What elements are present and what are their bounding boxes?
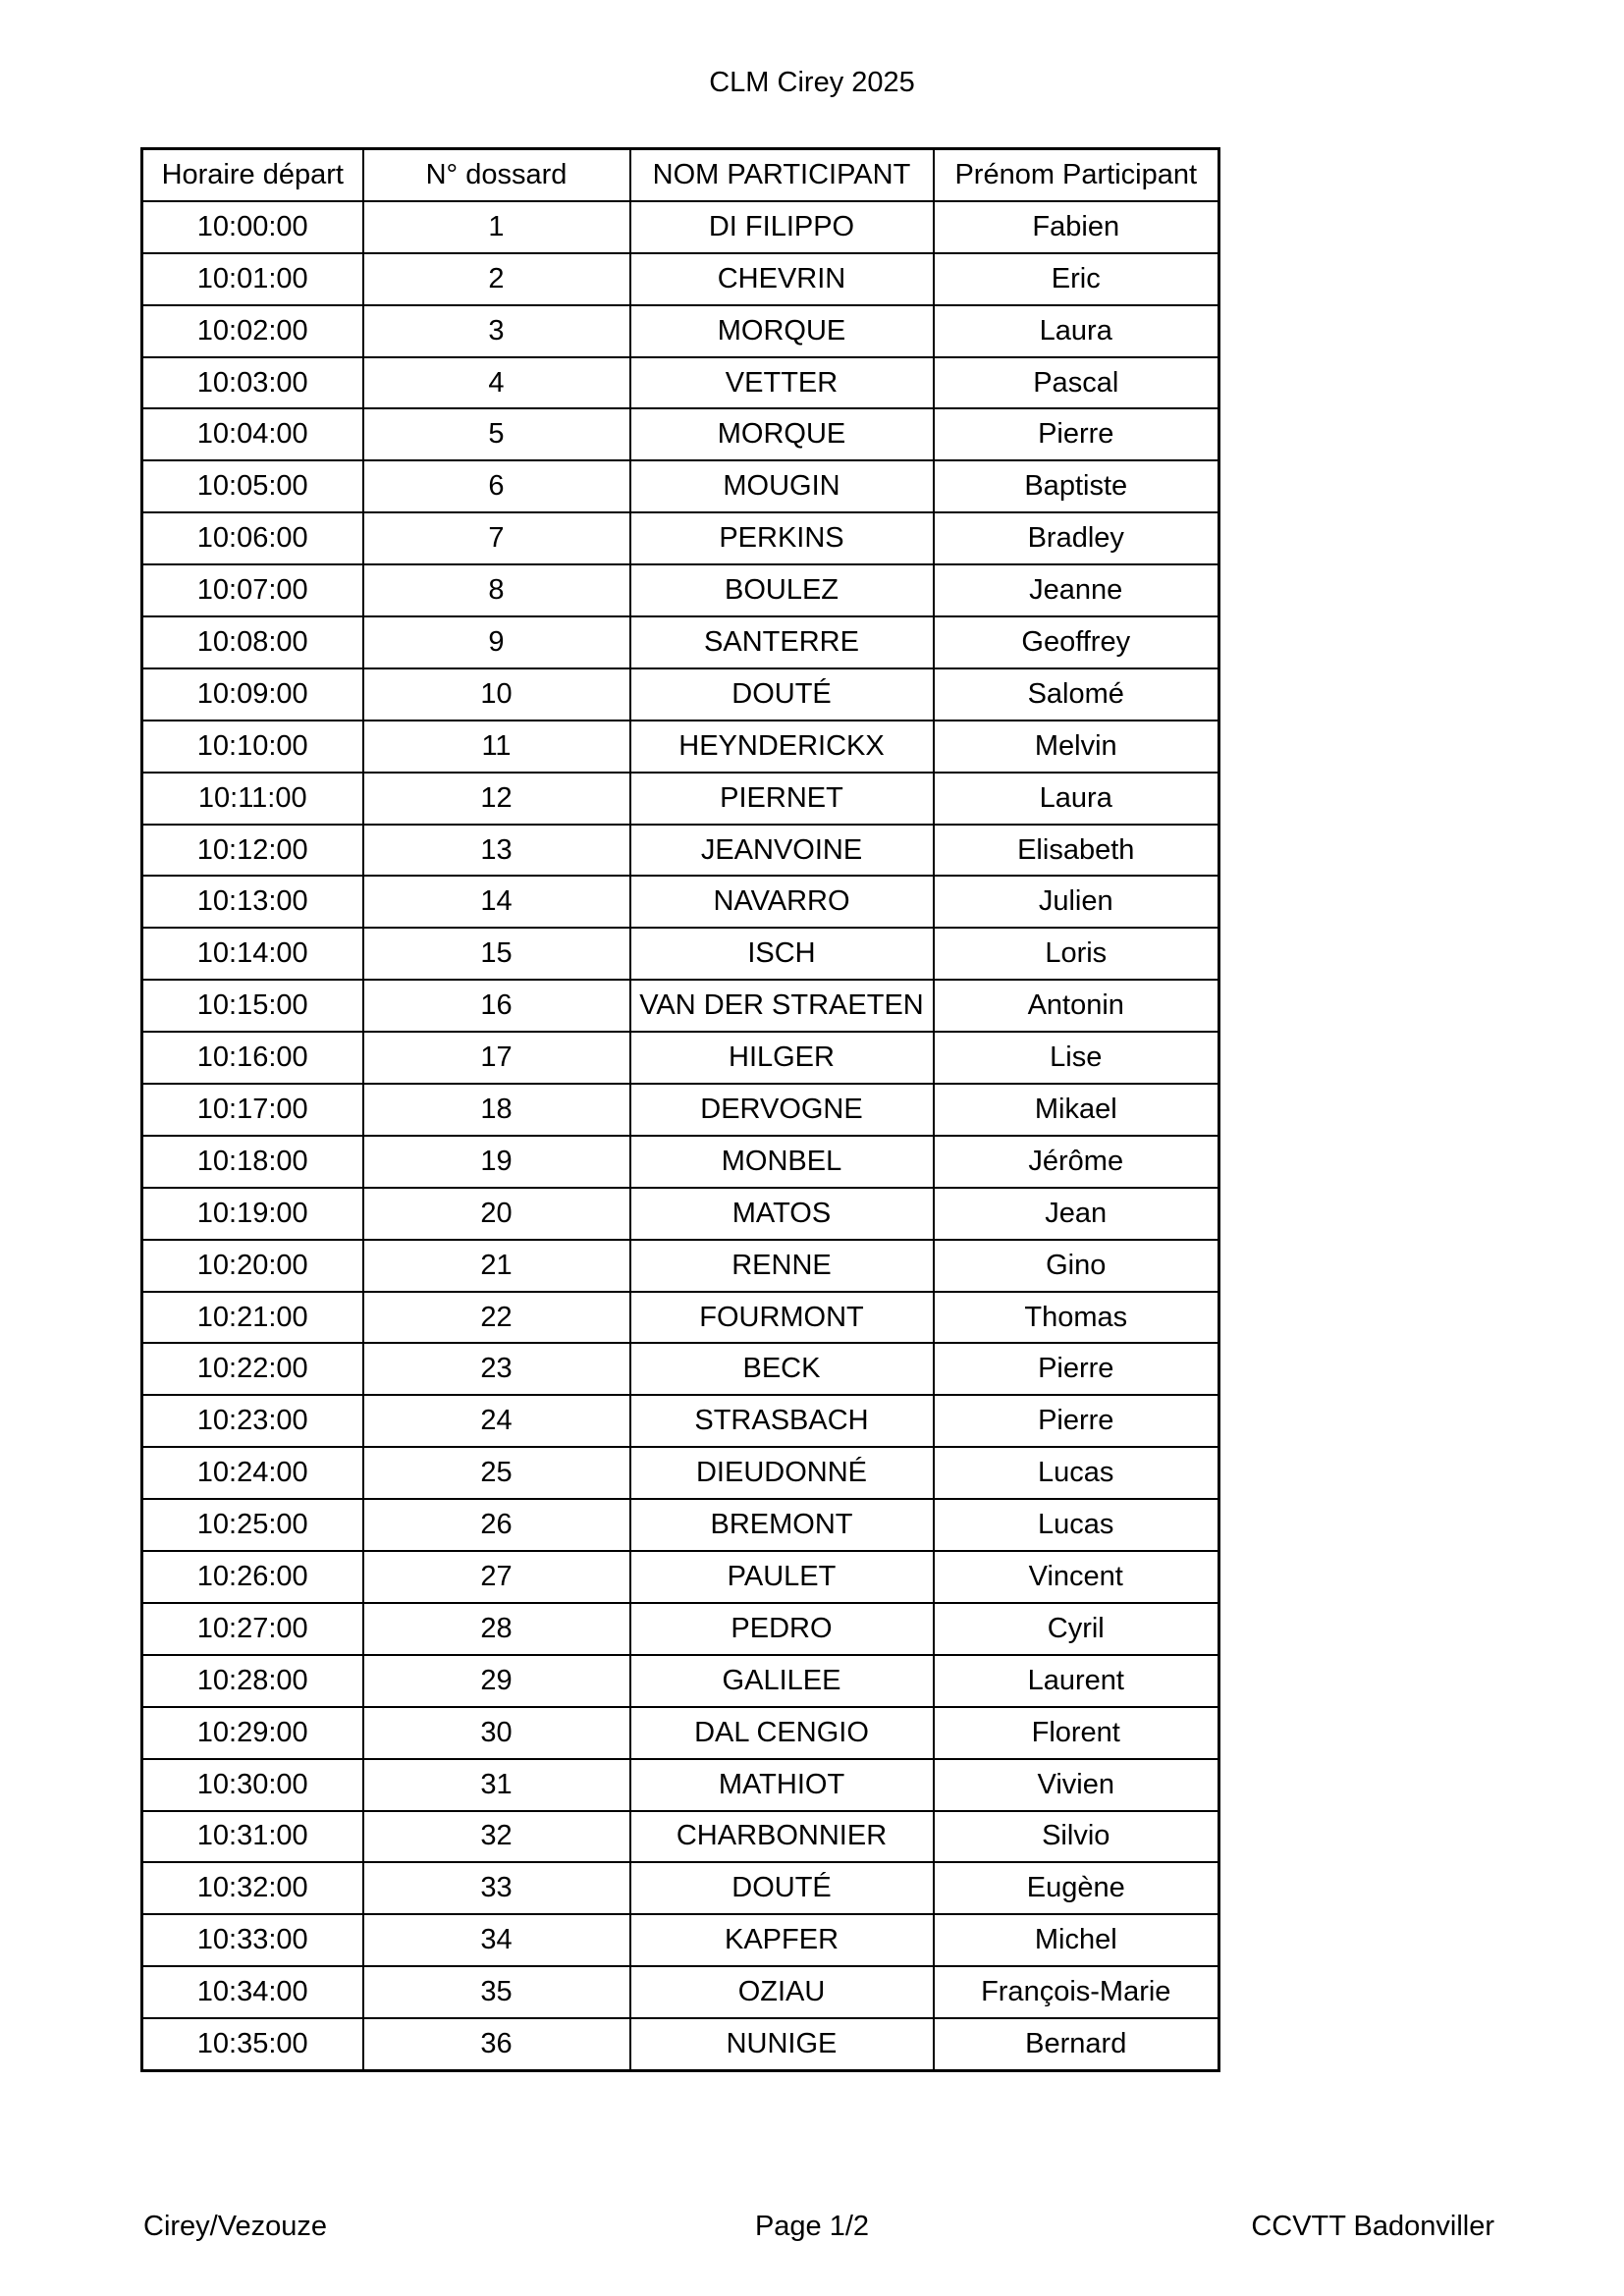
cell-start-time: 10:12:00 (142, 825, 363, 877)
table-row (142, 1343, 1219, 1395)
cell-start-time: 10:04:00 (142, 408, 363, 460)
table-row (142, 668, 1219, 721)
cell-bib-number: 7 (363, 512, 630, 564)
table-row (142, 721, 1219, 773)
cell-start-time: 10:14:00 (142, 928, 363, 980)
cell-participant-firstname: Jeanne (934, 564, 1219, 616)
cell-start-time: 10:15:00 (142, 980, 363, 1032)
table-row (142, 1447, 1219, 1499)
cell-participant-name: ISCH (630, 928, 934, 980)
cell-participant-firstname: Cyril (934, 1603, 1219, 1655)
cell-start-time: 10:19:00 (142, 1188, 363, 1240)
cell-bib-number: 14 (363, 876, 630, 928)
table-row (142, 460, 1219, 512)
cell-participant-firstname: Lucas (934, 1447, 1219, 1499)
table-row (142, 1032, 1219, 1084)
cell-participant-firstname: Baptiste (934, 460, 1219, 512)
cell-bib-number: 29 (363, 1655, 630, 1707)
cell-participant-firstname: Elisabeth (934, 825, 1219, 877)
cell-participant-firstname: Pascal (934, 357, 1219, 409)
cell-participant-name: GALILEE (630, 1655, 934, 1707)
cell-start-time: 10:21:00 (142, 1292, 363, 1344)
cell-start-time: 10:22:00 (142, 1343, 363, 1395)
cell-participant-firstname: Michel (934, 1914, 1219, 1966)
cell-participant-name: PAULET (630, 1551, 934, 1603)
table-row (142, 1499, 1219, 1551)
cell-participant-name: MOUGIN (630, 460, 934, 512)
cell-participant-name: OZIAU (630, 1966, 934, 2018)
cell-start-time: 10:35:00 (142, 2018, 363, 2070)
cell-participant-firstname: Salomé (934, 668, 1219, 721)
table-row (142, 1136, 1219, 1188)
cell-start-time: 10:10:00 (142, 721, 363, 773)
cell-participant-name: PERKINS (630, 512, 934, 564)
table-row (142, 928, 1219, 980)
cell-participant-firstname: Fabien (934, 201, 1219, 253)
cell-bib-number: 22 (363, 1292, 630, 1344)
cell-start-time: 10:09:00 (142, 668, 363, 721)
cell-start-time: 10:13:00 (142, 876, 363, 928)
cell-participant-name: DIEUDONNÉ (630, 1447, 934, 1499)
table-row (142, 1084, 1219, 1136)
cell-bib-number: 15 (363, 928, 630, 980)
cell-participant-firstname: Bradley (934, 512, 1219, 564)
cell-participant-name: CHEVRIN (630, 253, 934, 305)
cell-participant-name: DOUTÉ (630, 1862, 934, 1914)
cell-start-time: 10:00:00 (142, 201, 363, 253)
cell-bib-number: 3 (363, 305, 630, 357)
cell-participant-name: STRASBACH (630, 1395, 934, 1447)
cell-participant-firstname: Melvin (934, 721, 1219, 773)
cell-bib-number: 17 (363, 1032, 630, 1084)
cell-bib-number: 33 (363, 1862, 630, 1914)
cell-start-time: 10:01:00 (142, 253, 363, 305)
cell-participant-firstname: Laura (934, 305, 1219, 357)
cell-bib-number: 13 (363, 825, 630, 877)
cell-bib-number: 10 (363, 668, 630, 721)
table-body (142, 201, 1219, 2071)
cell-participant-name: NUNIGE (630, 2018, 934, 2070)
cell-participant-firstname: Laura (934, 773, 1219, 825)
cell-start-time: 10:34:00 (142, 1966, 363, 2018)
cell-start-time: 10:03:00 (142, 357, 363, 409)
cell-bib-number: 24 (363, 1395, 630, 1447)
cell-start-time: 10:26:00 (142, 1551, 363, 1603)
table-row (142, 1292, 1219, 1344)
cell-participant-name: DERVOGNE (630, 1084, 934, 1136)
cell-bib-number: 27 (363, 1551, 630, 1603)
cell-bib-number: 18 (363, 1084, 630, 1136)
cell-bib-number: 8 (363, 564, 630, 616)
cell-start-time: 10:25:00 (142, 1499, 363, 1551)
cell-bib-number: 23 (363, 1343, 630, 1395)
table-row (142, 1188, 1219, 1240)
cell-bib-number: 28 (363, 1603, 630, 1655)
cell-start-time: 10:02:00 (142, 305, 363, 357)
table-row (142, 201, 1219, 253)
cell-participant-firstname: Pierre (934, 1343, 1219, 1395)
cell-participant-firstname: Pierre (934, 1395, 1219, 1447)
cell-start-time: 10:30:00 (142, 1759, 363, 1811)
table-row (142, 1966, 1219, 2018)
cell-start-time: 10:08:00 (142, 616, 363, 668)
cell-start-time: 10:17:00 (142, 1084, 363, 1136)
cell-bib-number: 16 (363, 980, 630, 1032)
table-row (142, 357, 1219, 409)
table-header-row (142, 149, 1219, 201)
page-title: CLM Cirey 2025 (709, 67, 915, 98)
cell-participant-firstname: Jérôme (934, 1136, 1219, 1188)
cell-participant-name: CHARBONNIER (630, 1811, 934, 1863)
cell-participant-firstname: Julien (934, 876, 1219, 928)
cell-participant-firstname: Silvio (934, 1811, 1219, 1863)
cell-start-time: 10:29:00 (142, 1707, 363, 1759)
cell-participant-firstname: Antonin (934, 980, 1219, 1032)
table-row (142, 773, 1219, 825)
cell-start-time: 10:31:00 (142, 1811, 363, 1863)
cell-participant-name: HEYNDERICKX (630, 721, 934, 773)
table-row (142, 1759, 1219, 1811)
cell-bib-number: 35 (363, 1966, 630, 2018)
cell-participant-name: PIERNET (630, 773, 934, 825)
cell-participant-firstname: François-Marie (934, 1966, 1219, 2018)
start-list-table (140, 147, 1220, 2072)
cell-bib-number: 32 (363, 1811, 630, 1863)
cell-bib-number: 6 (363, 460, 630, 512)
cell-start-time: 10:27:00 (142, 1603, 363, 1655)
cell-participant-name: DOUTÉ (630, 668, 934, 721)
table-row (142, 512, 1219, 564)
cell-start-time: 10:20:00 (142, 1240, 363, 1292)
cell-participant-firstname: Jean (934, 1188, 1219, 1240)
cell-bib-number: 1 (363, 201, 630, 253)
cell-participant-name: BECK (630, 1343, 934, 1395)
header-participant-name: NOM PARTICIPANT (630, 149, 934, 201)
cell-bib-number: 19 (363, 1136, 630, 1188)
table-row (142, 980, 1219, 1032)
cell-bib-number: 25 (363, 1447, 630, 1499)
table-row (142, 1811, 1219, 1863)
cell-start-time: 10:23:00 (142, 1395, 363, 1447)
cell-participant-firstname: Pierre (934, 408, 1219, 460)
cell-start-time: 10:06:00 (142, 512, 363, 564)
table-row (142, 876, 1219, 928)
table-row (142, 1603, 1219, 1655)
cell-participant-firstname: Eric (934, 253, 1219, 305)
cell-participant-firstname: Gino (934, 1240, 1219, 1292)
cell-participant-firstname: Lucas (934, 1499, 1219, 1551)
cell-participant-name: BOULEZ (630, 564, 934, 616)
cell-participant-name: NAVARRO (630, 876, 934, 928)
table-row (142, 253, 1219, 305)
cell-participant-firstname: Florent (934, 1707, 1219, 1759)
cell-bib-number: 31 (363, 1759, 630, 1811)
cell-bib-number: 34 (363, 1914, 630, 1966)
cell-participant-name: FOURMONT (630, 1292, 934, 1344)
cell-start-time: 10:11:00 (142, 773, 363, 825)
cell-participant-firstname: Thomas (934, 1292, 1219, 1344)
cell-participant-name: RENNE (630, 1240, 934, 1292)
cell-participant-name: KAPFER (630, 1914, 934, 1966)
cell-bib-number: 5 (363, 408, 630, 460)
cell-participant-name: DAL CENGIO (630, 1707, 934, 1759)
cell-bib-number: 26 (363, 1499, 630, 1551)
cell-bib-number: 4 (363, 357, 630, 409)
table-row (142, 1240, 1219, 1292)
table-row (142, 305, 1219, 357)
cell-participant-name: VETTER (630, 357, 934, 409)
cell-participant-name: MATOS (630, 1188, 934, 1240)
table-row (142, 616, 1219, 668)
cell-bib-number: 30 (363, 1707, 630, 1759)
table-row (142, 825, 1219, 877)
cell-participant-firstname: Vincent (934, 1551, 1219, 1603)
cell-start-time: 10:05:00 (142, 460, 363, 512)
cell-participant-name: MATHIOT (630, 1759, 934, 1811)
table-row (142, 1707, 1219, 1759)
cell-participant-name: MONBEL (630, 1136, 934, 1188)
table-row (142, 564, 1219, 616)
cell-participant-firstname: Bernard (934, 2018, 1219, 2070)
cell-start-time: 10:18:00 (142, 1136, 363, 1188)
cell-participant-name: MORQUE (630, 408, 934, 460)
cell-start-time: 10:24:00 (142, 1447, 363, 1499)
cell-start-time: 10:07:00 (142, 564, 363, 616)
cell-bib-number: 21 (363, 1240, 630, 1292)
cell-participant-name: VAN DER STRAETEN (630, 980, 934, 1032)
table-row (142, 1551, 1219, 1603)
cell-start-time: 10:16:00 (142, 1032, 363, 1084)
cell-participant-firstname: Mikael (934, 1084, 1219, 1136)
cell-participant-name: DI FILIPPO (630, 201, 934, 253)
table-row (142, 1655, 1219, 1707)
cell-participant-name: BREMONT (630, 1499, 934, 1551)
cell-start-time: 10:33:00 (142, 1914, 363, 1966)
cell-bib-number: 36 (363, 2018, 630, 2070)
footer-location: Cirey/Vezouze (143, 2211, 327, 2242)
cell-start-time: 10:28:00 (142, 1655, 363, 1707)
table-row (142, 1914, 1219, 1966)
cell-participant-name: PEDRO (630, 1603, 934, 1655)
cell-start-time: 10:32:00 (142, 1862, 363, 1914)
header-bib-number: N° dossard (363, 149, 630, 201)
footer-club: CCVTT Badonviller (1251, 2211, 1494, 2242)
cell-bib-number: 2 (363, 253, 630, 305)
cell-bib-number: 20 (363, 1188, 630, 1240)
cell-participant-firstname: Loris (934, 928, 1219, 980)
table-row (142, 1862, 1219, 1914)
cell-bib-number: 12 (363, 773, 630, 825)
footer-page-number: Page 1/2 (754, 2211, 870, 2242)
cell-participant-name: JEANVOINE (630, 825, 934, 877)
table-row (142, 1395, 1219, 1447)
cell-participant-firstname: Vivien (934, 1759, 1219, 1811)
table-row (142, 408, 1219, 460)
cell-participant-name: HILGER (630, 1032, 934, 1084)
table-row (142, 2018, 1219, 2070)
cell-participant-firstname: Laurent (934, 1655, 1219, 1707)
cell-bib-number: 11 (363, 721, 630, 773)
cell-participant-firstname: Eugène (934, 1862, 1219, 1914)
cell-bib-number: 9 (363, 616, 630, 668)
cell-participant-firstname: Lise (934, 1032, 1219, 1084)
cell-participant-firstname: Geoffrey (934, 616, 1219, 668)
cell-participant-name: SANTERRE (630, 616, 934, 668)
header-participant-firstname: Prénom Participant (934, 149, 1219, 201)
header-start-time: Horaire départ (142, 149, 363, 201)
cell-participant-name: MORQUE (630, 305, 934, 357)
